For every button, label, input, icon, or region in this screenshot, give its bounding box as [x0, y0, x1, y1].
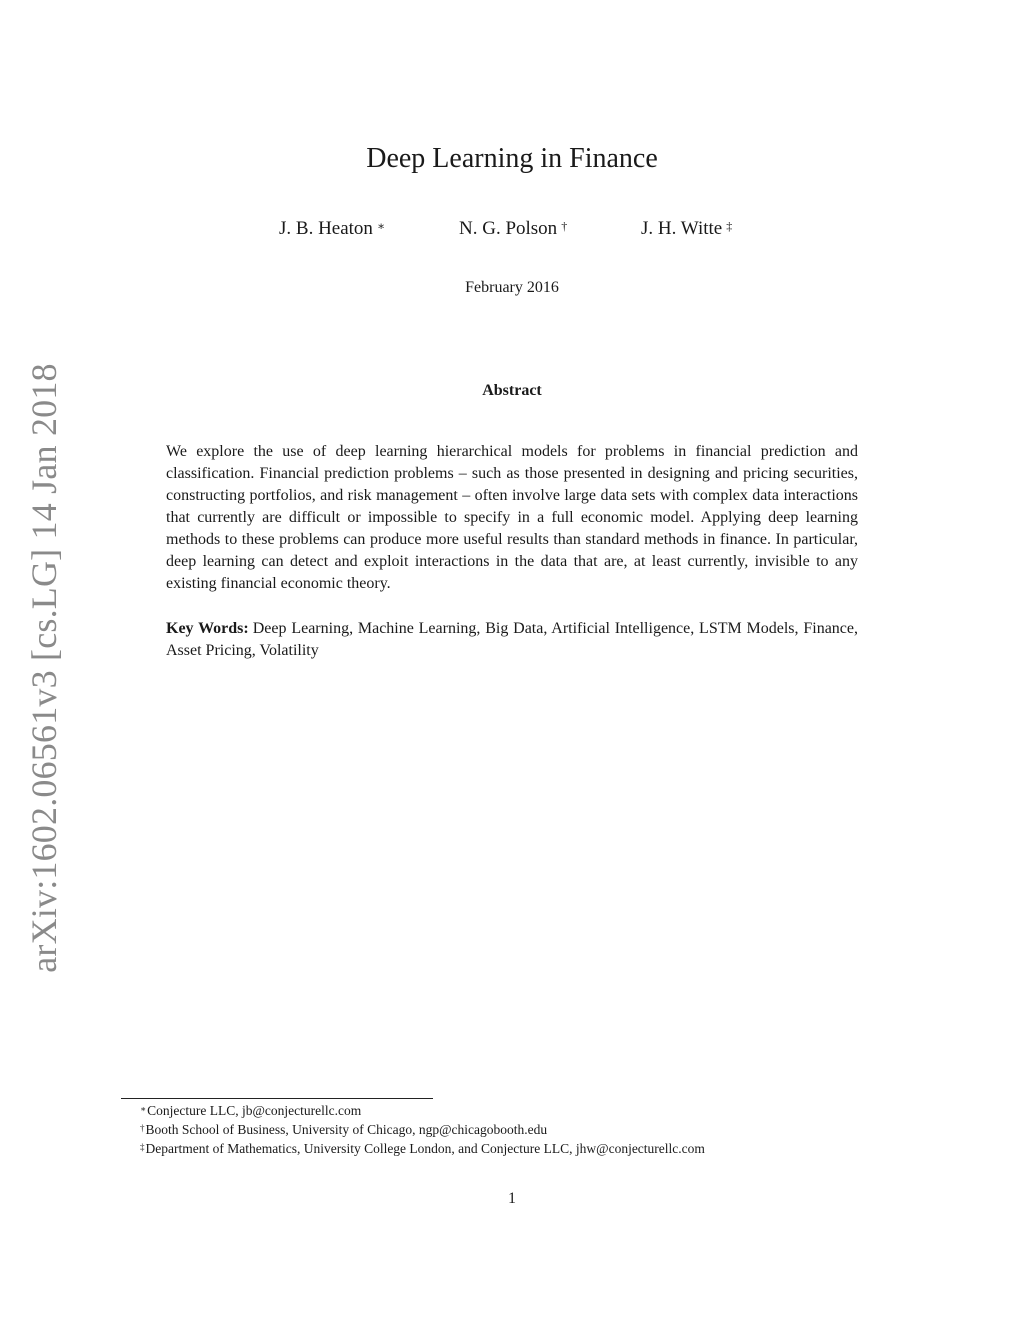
- footnotes: [140, 1101, 900, 1158]
- author-heaton: [279, 216, 385, 242]
- author-name: J. B. Heaton: [279, 218, 373, 239]
- author-name: N. G. Polson: [459, 218, 558, 239]
- author-footnote-mark: †: [561, 219, 568, 233]
- abstract-body: We explore the use of deep learning hierarchical models for problems in financial prediction and classification. Financial prediction problems – such as those presented in designing and pricing securities, constructing portfolios, and risk management – often involve large data sets with complex data interactions that currently are difficult or impossible to specify in a full economic model. Applying deep learning methods to these problems can produce more useful results than standard methods in finance. In particular, deep learning can detect and exploit interactions in the data that are, at least currently, invisible to any existing financial economic theory.: [166, 443, 858, 592]
- footnote-mark: †: [140, 1123, 145, 1133]
- author-name: J. H. Witte: [641, 218, 723, 239]
- keywords-paragraph: [166, 618, 858, 662]
- author-footnote-mark: ∗: [376, 219, 386, 233]
- author-witte: [641, 216, 732, 242]
- page-number: 1: [508, 1190, 516, 1207]
- keywords-label: Key Words:: [166, 620, 249, 637]
- footnote-text: Department of Mathematics, University College London, and Conjecture LLC, jhw@conjecturellc.com: [145, 1141, 705, 1156]
- footnote-divider: [121, 1098, 433, 1099]
- keywords-text: Deep Learning, Machine Learning, Big Data, Artificial Intelligence, LSTM Models, Finance, Asset Pricing, Volatility: [166, 620, 858, 659]
- footnote-heaton: [140, 1101, 900, 1120]
- footnote-text: Conjecture LLC, jb@conjecturellc.com: [147, 1103, 362, 1118]
- footnote-polson: [140, 1120, 900, 1139]
- author-polson: [459, 216, 567, 242]
- footnote-text: Booth School of Business, University of Chicago, ngp@chicagobooth.edu: [145, 1122, 548, 1137]
- author-footnote-mark: ‡: [726, 219, 733, 233]
- footnote-mark: ‡: [140, 1142, 145, 1152]
- abstract-heading: Abstract: [482, 382, 542, 399]
- paper-title: Deep Learning in Finance: [366, 143, 658, 174]
- author-list: [0, 216, 1024, 244]
- footnote-mark: ∗: [140, 1104, 147, 1114]
- footnote-witte: [140, 1139, 900, 1158]
- publication-date: February 2016: [465, 279, 559, 296]
- arxiv-identifier-stamp: arXiv:1602.06561v3 [cs.LG] 14 Jan 2018: [24, 363, 64, 973]
